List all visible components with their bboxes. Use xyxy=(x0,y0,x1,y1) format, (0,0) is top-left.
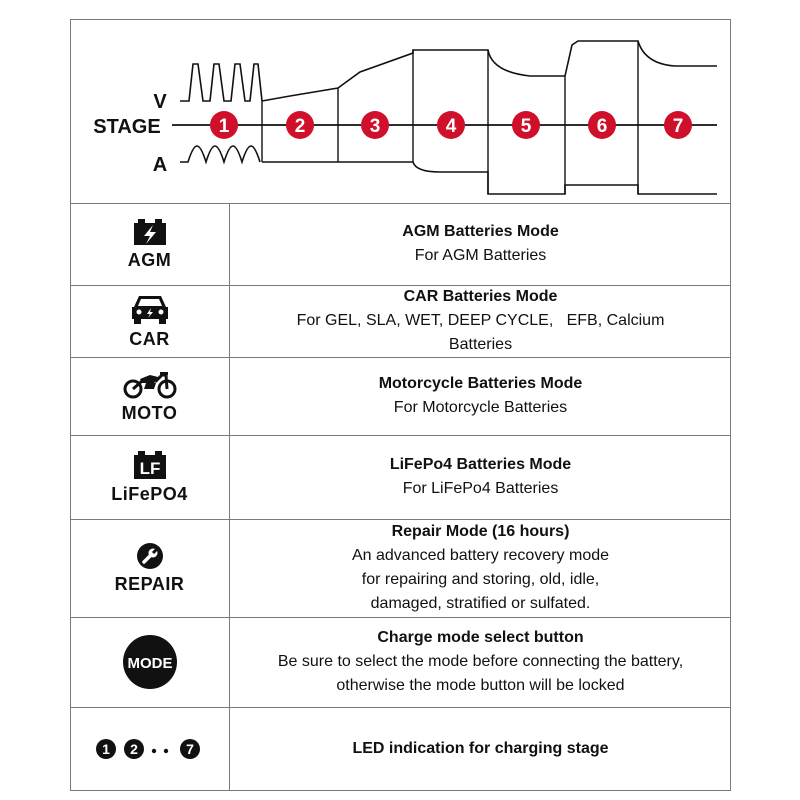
current-pulses xyxy=(180,146,260,162)
mode-title: LED indication for charging stage xyxy=(352,740,609,757)
mode-description: Batteries xyxy=(448,336,513,353)
charging-stage-diagram xyxy=(70,19,731,203)
stage-number: 2 xyxy=(294,116,306,137)
stage-number: 1 xyxy=(218,116,230,137)
mode-button-icon xyxy=(122,634,178,690)
stage-label: STAGE xyxy=(93,116,161,138)
mode-label: REPAIR xyxy=(114,573,185,594)
stage-number: 7 xyxy=(672,116,684,137)
current-curve xyxy=(262,162,717,194)
lf-text: LF xyxy=(139,458,160,478)
mode-title: Charge mode select button xyxy=(377,629,584,646)
stage-number: 4 xyxy=(445,116,457,137)
voltage-label: V xyxy=(153,91,167,113)
current-label: A xyxy=(152,154,168,176)
battery-bolt-icon xyxy=(133,218,167,246)
stage-marker-2 xyxy=(286,111,314,139)
lf-battery-icon xyxy=(133,450,167,480)
stage-marker-5 xyxy=(512,111,540,139)
stage-marker-6 xyxy=(588,111,616,139)
voltage-curve xyxy=(262,41,717,101)
mode-label: CAR xyxy=(129,328,170,349)
mode-button-text: MODE xyxy=(127,655,172,672)
mode-description: An advanced battery recovery mode xyxy=(351,547,610,564)
wrench-icon xyxy=(136,542,164,570)
mode-description: For GEL, SLA, WET, DEEP CYCLE, EFB, Calcium xyxy=(296,312,665,329)
stage-number: 6 xyxy=(596,116,608,137)
mode-row-agm xyxy=(70,203,731,285)
voltage-pulses xyxy=(180,64,262,101)
mode-row-car xyxy=(70,285,731,357)
mode-description: For LiFePo4 Batteries xyxy=(402,480,559,497)
mode-description: damaged, stratified or sulfated. xyxy=(370,595,591,612)
mode-row-lifepo4 xyxy=(70,435,731,519)
mode-label: AGM xyxy=(127,249,172,270)
stage-marker-4 xyxy=(437,111,465,139)
mode-title: AGM Batteries Mode xyxy=(402,223,559,240)
mode-description: For Motorcycle Batteries xyxy=(393,399,568,416)
led-number: 2 xyxy=(129,741,138,757)
mode-description: For AGM Batteries xyxy=(414,247,547,264)
mode-title: CAR Batteries Mode xyxy=(403,288,558,305)
mode-title: Repair Mode (16 hours) xyxy=(391,523,570,540)
mode-title: LiFePo4 Batteries Mode xyxy=(389,456,572,473)
mode-row-mode-button xyxy=(70,617,731,707)
mode-label: MOTO xyxy=(121,402,178,423)
motorcycle-icon xyxy=(122,369,178,399)
car-icon xyxy=(130,293,170,325)
led-number: 1 xyxy=(101,741,110,757)
mode-title: Motorcycle Batteries Mode xyxy=(378,375,583,392)
mode-row-led-indication xyxy=(70,707,731,791)
mode-description: Be sure to select the mode before connecting the battery, xyxy=(277,653,684,670)
mode-description: otherwise the mode button will be locked xyxy=(336,677,625,694)
stage-number: 3 xyxy=(369,116,381,137)
mode-description: for repairing and storing, old, idle, xyxy=(361,571,600,588)
stage-marker-1 xyxy=(210,111,238,139)
mode-row-repair xyxy=(70,519,731,617)
mode-label: LiFePO4 xyxy=(111,483,188,504)
stage-marker-7 xyxy=(664,111,692,139)
led-number: 7 xyxy=(185,741,194,757)
stage-leds-icon xyxy=(94,737,206,761)
mode-row-moto xyxy=(70,357,731,435)
stage-number: 5 xyxy=(520,116,532,137)
stage-marker-3 xyxy=(361,111,389,139)
